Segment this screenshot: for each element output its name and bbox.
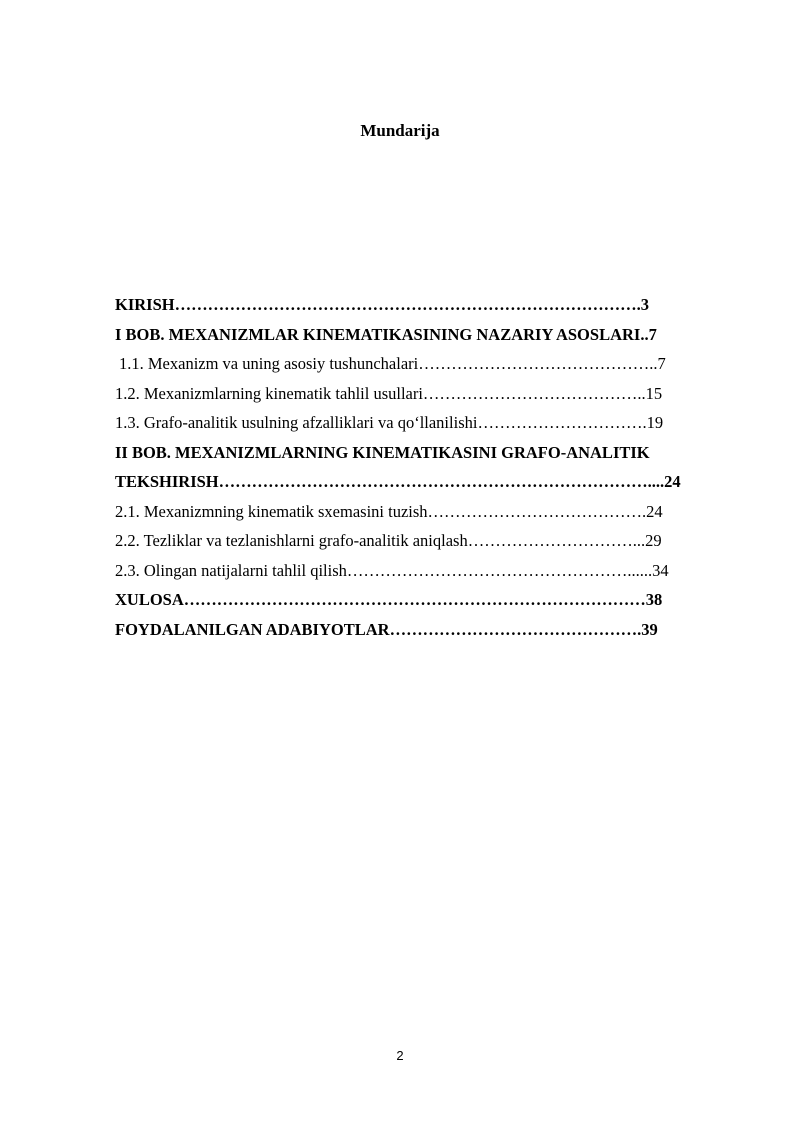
table-of-contents <box>115 290 741 644</box>
toc-entry-chapter-2-line-1[interactable]: II BOB. MEXANIZMLARNING KINEMATIKASINI GRAFO-ANALITIK <box>115 442 650 462</box>
page-number: 2 <box>396 1048 404 1063</box>
toc-entry-section-1-1[interactable]: 1.1. Mexanizm va uning asosiy tushunchalari……………………………………..7 <box>119 354 666 373</box>
toc-entry-kirish[interactable]: KIRISH………………………………………………………………………….3 <box>115 295 649 314</box>
toc-entry-section-2-1[interactable]: 2.1. Mexanizmning kinematik sxemasini tuzish………………………………….24 <box>115 501 663 521</box>
toc-entry-chapter-2-line-2[interactable]: TEKSHIRISH……………………………………………………………………....24 <box>115 472 681 491</box>
toc-entry-chapter-1[interactable]: I BOB. MEXANIZMLAR KINEMATIKASINING NAZARIY ASOSLARI..7 <box>115 324 657 344</box>
document-title: Mundarija <box>360 121 440 140</box>
toc-entry-section-2-2[interactable]: 2.2. Tezliklar va tezlanishlarni grafo-analitik aniqlash…………………………...29 <box>115 531 662 550</box>
toc-entry-references[interactable]: FOYDALANILGAN ADABIYOTLAR……………………………………….39 <box>115 619 658 639</box>
toc-entry-section-2-3[interactable]: 2.3. Olingan natijalarni tahlil qilish……………………………………………......34 <box>115 560 669 580</box>
toc-entry-section-1-2[interactable]: 1.2. Mexanizmlarning kinematik tahlil usullari…………………………………..15 <box>115 383 663 403</box>
toc-entry-section-1-3[interactable]: 1.3. Grafo-analitik usulning afzalliklari va qo‘llanilishi………………………….19 <box>115 413 664 432</box>
toc-entry-xulosa[interactable]: XULOSA…………………………………………………………………………38 <box>115 590 663 609</box>
